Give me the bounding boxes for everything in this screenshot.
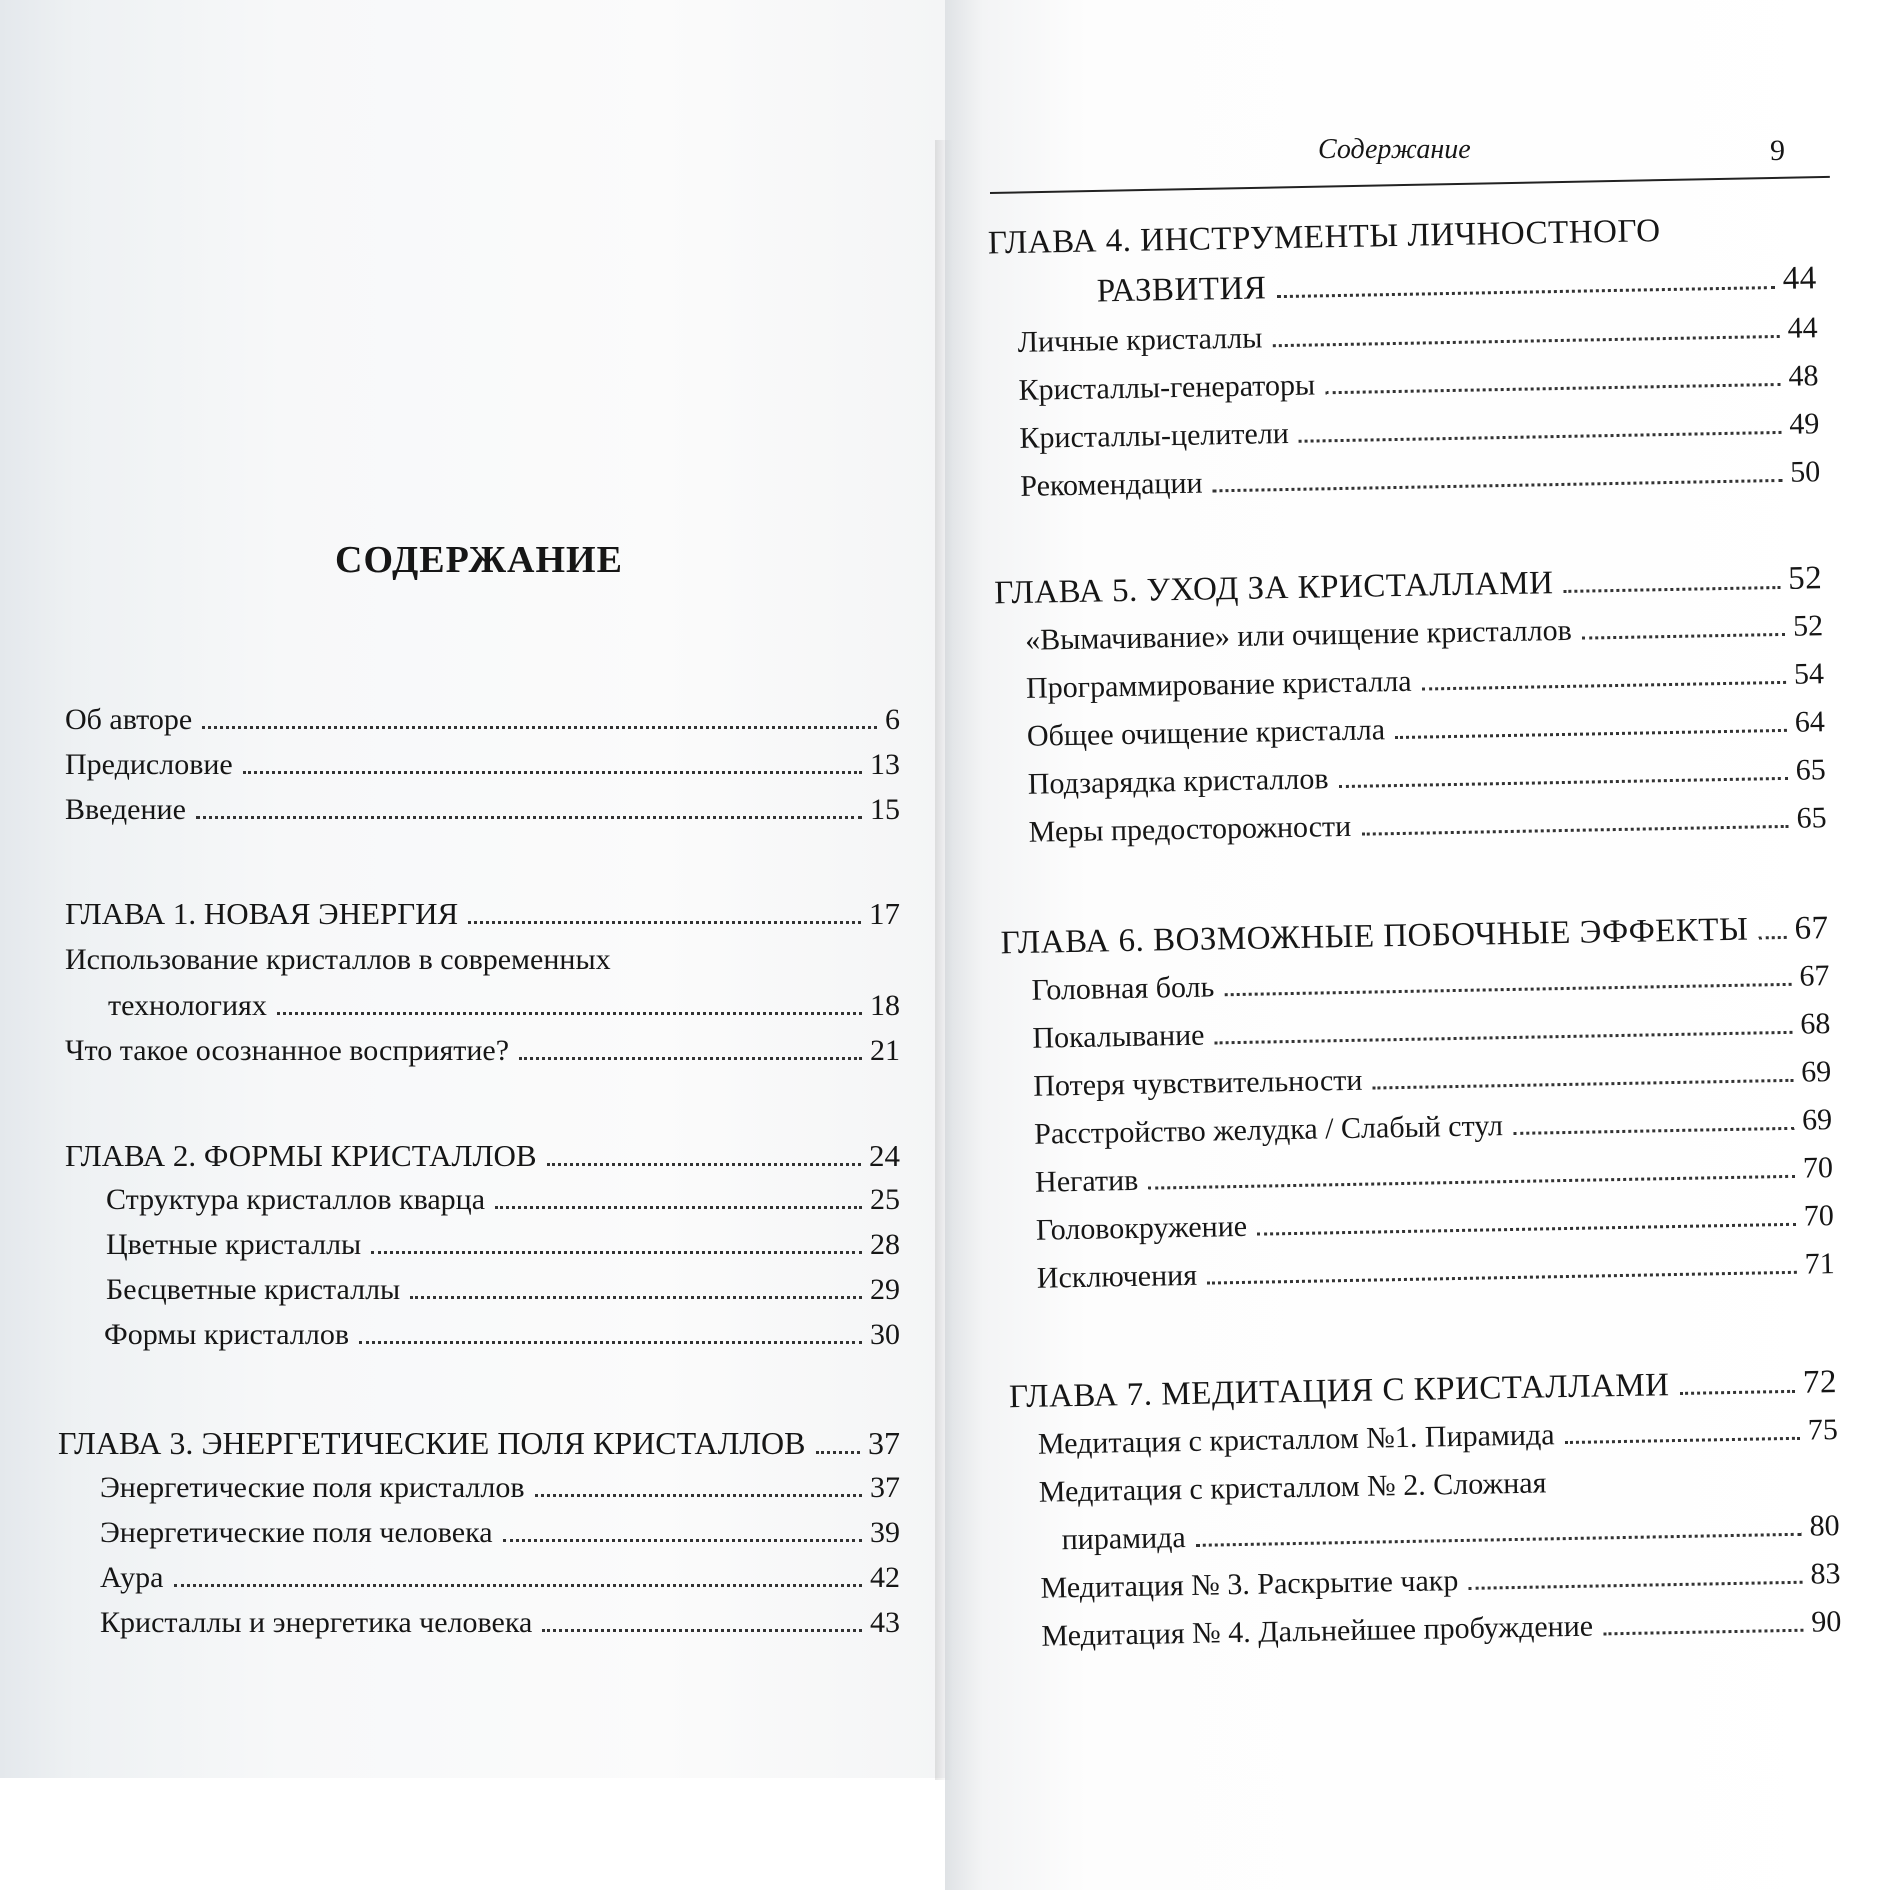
- toc-label: Подзарядка кристаллов: [1027, 762, 1329, 801]
- toc-entry-meditation-2[interactable]: [1061, 1508, 1840, 1558]
- toc-page-number: 37: [868, 1425, 900, 1461]
- toc-page-number: 72: [1802, 1364, 1838, 1401]
- toc-chapter-4-line1[interactable]: ГЛАВА 4. ИНСТРУМЕНТЫ ЛИЧНОСТНОГО: [987, 213, 1661, 262]
- toc-page-number: 17: [869, 896, 900, 931]
- toc-label: технологиях: [108, 989, 267, 1022]
- toc-entry-exceptions[interactable]: [1037, 1246, 1836, 1297]
- toc-chapter-7[interactable]: [1009, 1364, 1838, 1415]
- toc-chapter-label: ГЛАВА 2. ФОРМЫ КРИСТАЛЛОВ: [65, 1138, 537, 1173]
- running-head: Содержание: [1318, 134, 1471, 165]
- leader-dots: [1207, 1271, 1797, 1285]
- toc-page-number: 80: [1809, 1509, 1840, 1543]
- toc-page-number: 90: [1810, 1605, 1842, 1639]
- toc-label: Цветные кристаллы: [106, 1228, 362, 1261]
- toc-entry-general-cleansing[interactable]: [1027, 704, 1826, 755]
- leader-dots: [1224, 983, 1791, 996]
- leader-dots: [1299, 431, 1782, 443]
- toc-label: Кристаллы-целители: [1019, 416, 1290, 455]
- leader-dots: [1148, 1175, 1795, 1190]
- toc-label: Меры предосторожности: [1028, 809, 1352, 849]
- toc-entry-label-line1[interactable]: Использование кристаллов в современных: [65, 943, 611, 976]
- toc-label: Энергетические поля человека: [100, 1516, 493, 1549]
- toc-page-number: 65: [1795, 753, 1826, 787]
- toc-entry-dizziness[interactable]: [1036, 1198, 1835, 1249]
- toc-label: Кристаллы и энергетика человека: [100, 1606, 533, 1639]
- toc-label: Личные кристаллы: [1017, 321, 1263, 359]
- toc-page-number: 48: [1788, 359, 1819, 393]
- toc-chapter-6[interactable]: [1000, 910, 1829, 961]
- toc-chapter-label: ГЛАВА 1. НОВАЯ ЭНЕРГИЯ: [65, 896, 459, 931]
- toc-page-number: 6: [885, 703, 900, 736]
- toc-page-number: 69: [1800, 1055, 1832, 1089]
- toc-label: Расстройство желудка / Слабый стул: [1033, 1109, 1504, 1151]
- toc-label: Об авторе: [65, 703, 193, 736]
- toc-page-number: 21: [870, 1034, 900, 1067]
- leader-dots: [1513, 1127, 1794, 1135]
- toc-label: Общее очищение кристалла: [1026, 713, 1386, 753]
- toc-page-number: 24: [869, 1138, 900, 1173]
- leader-dots: [1758, 936, 1786, 940]
- toc-page-number: 39: [870, 1516, 900, 1549]
- toc-entry-precautions[interactable]: [1028, 800, 1827, 851]
- leader-dots: [1361, 825, 1788, 836]
- toc-entry-headache[interactable]: [1031, 958, 1830, 1009]
- leader-dots: [1372, 1079, 1793, 1090]
- leader-dots: [1215, 1031, 1793, 1045]
- toc-page-number: 67: [1799, 959, 1830, 993]
- toc-label: Головокружение: [1035, 1209, 1248, 1247]
- toc-label: Потеря чувствительности: [1033, 1063, 1363, 1103]
- toc-page-number: 54: [1793, 657, 1825, 691]
- toc-label: Покалывание: [1032, 1018, 1205, 1055]
- toc-label: Медитация № 3. Раскрытие чакр: [1040, 1564, 1459, 1605]
- toc-label: Аура: [100, 1561, 164, 1594]
- toc-chapter-4[interactable]: [1096, 260, 1817, 309]
- toc-page-number: 67: [1794, 910, 1829, 947]
- toc-page-number: 29: [870, 1273, 900, 1306]
- toc-entry-negativity[interactable]: [1035, 1150, 1834, 1201]
- toc-page-number: 37: [870, 1471, 900, 1504]
- toc-entry-tingling[interactable]: [1032, 1006, 1831, 1057]
- toc-page-number: 70: [1803, 1199, 1835, 1233]
- toc-entry-programming[interactable]: [1026, 656, 1825, 707]
- toc-page-number: 13: [870, 748, 900, 781]
- toc-entry-generator-crystals[interactable]: [1018, 358, 1819, 409]
- toc-page-number: 25: [870, 1183, 900, 1216]
- toc-page-number: 44: [1787, 311, 1818, 345]
- toc-label: Формы кристаллов: [104, 1318, 349, 1351]
- leader-dots: [1257, 1223, 1796, 1236]
- toc-chapter-label: ГЛАВА 5. УХОД ЗА КРИСТАЛЛАМИ: [993, 565, 1554, 612]
- toc-label: Медитация с кристаллом №1. Пирамида: [1037, 1418, 1555, 1461]
- toc-entry-loss-of-sensitivity[interactable]: [1033, 1054, 1832, 1105]
- toc-page-number: 49: [1789, 407, 1820, 441]
- toc-chapter-label: ГЛАВА 6. ВОЗМОЖНЫЕ ПОБОЧНЫЕ ЭФФЕКТЫ: [1000, 911, 1749, 962]
- toc-entry-stomach-upset[interactable]: [1034, 1102, 1833, 1153]
- toc-page-number: 68: [1800, 1007, 1831, 1041]
- leader-dots: [1680, 1390, 1796, 1395]
- toc-entry-meditation-4[interactable]: [1041, 1604, 1842, 1655]
- leader-dots: [1422, 681, 1786, 691]
- leader-dots: [1213, 479, 1783, 492]
- toc-page-number: 70: [1802, 1151, 1834, 1185]
- toc-label: Исключения: [1036, 1258, 1198, 1295]
- toc-entry-personal-crystals[interactable]: [1017, 310, 1818, 361]
- leader-dots: [1468, 1581, 1802, 1590]
- toc-page-number: 69: [1801, 1103, 1833, 1137]
- toc-label: Рекомендации: [1020, 466, 1203, 503]
- toc-page-number: 44: [1782, 260, 1818, 297]
- leader-dots: [1276, 286, 1774, 298]
- toc-label: Медитация № 4. Дальнейшее пробуждение: [1041, 1609, 1594, 1653]
- leader-dots: [1603, 1629, 1803, 1636]
- toc-page-number: 28: [870, 1228, 900, 1261]
- leader-dots: [1395, 729, 1787, 739]
- toc-label: «Вымачивание» или очищение кристаллов: [1024, 613, 1572, 657]
- toc-page-number: 83: [1810, 1557, 1841, 1591]
- leader-dots: [1582, 633, 1785, 640]
- toc-page-number: 18: [870, 989, 900, 1022]
- toc-label: Кристаллы-генераторы: [1018, 368, 1316, 407]
- leader-dots: [1325, 383, 1780, 394]
- toc-entry-healer-crystals[interactable]: [1019, 406, 1820, 457]
- toc-entry-soaking[interactable]: [1025, 608, 1824, 659]
- toc-label: Головная боль: [1031, 970, 1215, 1007]
- toc-page-number: 42: [870, 1561, 900, 1594]
- toc-chapter-label: ГЛАВА 3. ЭНЕРГЕТИЧЕСКИЕ ПОЛЯ КРИСТАЛЛОВ: [58, 1425, 806, 1461]
- leader-dots: [1196, 1533, 1802, 1547]
- toc-entry-meditation-1[interactable]: [1038, 1412, 1839, 1463]
- toc-label: Энергетические поля кристаллов: [100, 1471, 525, 1504]
- toc-chapter-label: РАЗВИТИЯ: [1096, 270, 1267, 310]
- leader-dots: [1564, 586, 1781, 593]
- toc-label: Предисловие: [65, 748, 233, 781]
- toc-entry-recharging[interactable]: [1027, 752, 1826, 803]
- toc-page-number: 64: [1794, 705, 1826, 739]
- toc-page-number: 52: [1792, 609, 1824, 643]
- toc-chapter-5[interactable]: [994, 560, 1823, 611]
- toc-page-number: 52: [1787, 560, 1823, 597]
- contents-title: СОДЕРЖАНИЕ: [335, 539, 623, 581]
- toc-label: пирамида: [1061, 1521, 1186, 1557]
- leader-dots: [1565, 1437, 1800, 1444]
- toc-page-number: 50: [1789, 455, 1821, 489]
- toc-page-number: 15: [870, 793, 900, 826]
- leader-dots: [1272, 335, 1779, 347]
- toc-label: Негатив: [1034, 1163, 1139, 1199]
- toc-label: Введение: [65, 793, 186, 826]
- toc-entry-meditation-3[interactable]: [1040, 1556, 1841, 1607]
- toc-label: Программирование кристалла: [1025, 664, 1412, 705]
- toc-label: Структура кристаллов кварца: [106, 1183, 486, 1216]
- toc-chapter-label: ГЛАВА 7. МЕДИТАЦИЯ С КРИСТАЛЛАМИ: [1008, 1367, 1670, 1416]
- toc-page-number: 71: [1804, 1247, 1836, 1281]
- page-number: 9: [1770, 134, 1785, 167]
- toc-entry-meditation-2-line1[interactable]: Медитация с кристаллом № 2. Сложная: [1038, 1466, 1547, 1509]
- toc-page-number: 30: [870, 1318, 900, 1351]
- toc-page-number: 65: [1796, 801, 1827, 835]
- toc-page-number: 75: [1807, 1413, 1839, 1447]
- toc-entry-recommendations[interactable]: [1020, 454, 1821, 505]
- toc-label: Что такое осознанное восприятие?: [65, 1034, 510, 1067]
- toc-label: Бесцветные кристаллы: [106, 1273, 401, 1306]
- toc-page-number: 43: [870, 1606, 900, 1639]
- leader-dots: [1339, 777, 1788, 788]
